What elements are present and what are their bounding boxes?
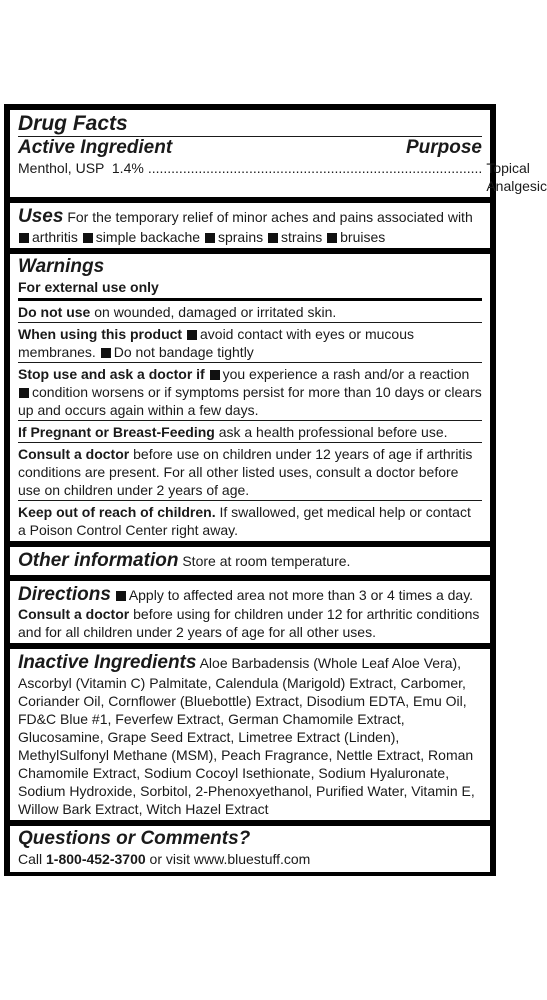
questions-heading: Questions or Comments? (18, 828, 251, 850)
bullet-square-icon (327, 233, 337, 243)
uses-item: sprains (217, 228, 264, 245)
contact-line: Call 1-800-452-3700 or visit www.bluestuff.com (18, 851, 311, 868)
purpose-value: Topical Analgesic (486, 159, 547, 194)
uses-item: simple backache (95, 228, 201, 245)
directions-text-children: before using for children under 12 for arthritic conditions and for all children under 2 years of age for all other uses. (18, 606, 480, 641)
warnings-panel (10, 254, 490, 541)
uses-text: For the temporary relief of minor aches and pains associated with (67, 208, 473, 225)
external-use-note: For external use only (18, 278, 159, 295)
drug-facts-title: Drug Facts (18, 112, 128, 135)
directions-heading: Directions (18, 583, 111, 605)
uses-item: bruises (340, 228, 386, 245)
active-ingredient-value: Menthol, USP 1.4% (18, 159, 144, 176)
consult-doctor-warning: Consult a doctor before use on children under 12 years of age if arthritis conditions are present. For all other listed uses, consult a doctor before use on children under 2 years of age. (18, 442, 482, 500)
bullet-square-icon (19, 388, 29, 398)
directions-consult-doctor: Consult a doctor (18, 606, 130, 623)
inactive-ingredients-panel (10, 649, 490, 820)
purpose-heading: Purpose (405, 137, 482, 159)
directions-text: Apply to affected area not more than 3 or 4 times a day. (128, 586, 474, 603)
uses-heading: Uses (18, 205, 64, 227)
active-ingredient-header (18, 137, 482, 159)
website-text: or visit www.bluestuff.com (149, 851, 311, 868)
do-not-use-warning: Do not use on wounded, damaged or irritated skin. (18, 303, 337, 320)
bullet-square-icon (210, 370, 220, 380)
other-information-heading: Other information (18, 549, 179, 571)
bullet-square-icon (83, 233, 93, 243)
questions-panel (10, 826, 490, 872)
warnings-heading: Warnings (18, 255, 105, 277)
directions-panel (10, 581, 490, 644)
uses-panel (10, 203, 490, 248)
inactive-ingredients-heading: Inactive Ingredients (18, 652, 197, 674)
drug-facts-label (4, 104, 547, 876)
pregnancy-warning: If Pregnant or Breast-Feeding ask a health professional before use. (18, 420, 482, 442)
keep-out-of-reach-warning: Keep out of reach of children. If swallowed, get medical help or contact a Poison Control Center right away. (18, 500, 482, 541)
bullet-square-icon (116, 591, 126, 601)
active-ingredient-row (18, 159, 547, 197)
stop-use-warning: Stop use and ask a doctor if you experience a rash and/or a reaction condition worsens or if symptoms persist for more than 10 days or clears up and occurs again within a few days. (18, 362, 482, 420)
bullet-square-icon (101, 348, 111, 358)
uses-item: strains (281, 228, 323, 245)
bullet-square-icon (19, 233, 29, 243)
inactive-ingredients-text: Aloe Barbadensis (Whole Leaf Aloe Vera), Ascorbyl (Vitamin C) Palmitate, Calendula (Marigold) Extract, Carbomer, Coriander Oil, Cornflower (Bluebottle) Extract, Disodium EDTA, Emu Oil, FD&C Blue #1, Feverfew Extract, German Chamomile Extract, Glucosamine, Grape Seed Extract, Limetree Extract (Linden), MethylSulfonyl Methane (MSM), Peach Fragrance, Nettle Extract, Roman Chamomile Extract, Sodium Cocoyl Isethionate, Sodium Hyaluronate, Sodium Hydroxide, Sorbitol, 2-Phenoxyethanol, Purified Water, Vitamin E, Willow Bark Extract, Witch Hazel Extract (18, 655, 475, 818)
active-ingredient-heading: Active Ingredient (18, 137, 173, 159)
other-information-panel (10, 547, 490, 575)
bullet-square-icon (205, 233, 215, 243)
when-using-warning: When using this product avoid contact with eyes or mucous membranes. Do not bandage tightly (18, 322, 482, 362)
phone-number: 1-800-452-3700 (46, 851, 146, 868)
bullet-square-icon (187, 330, 197, 340)
uses-item: arthritis (32, 228, 78, 245)
drug-facts-header-panel (10, 110, 547, 197)
dot-leader: ...................................................................................... (147, 159, 483, 176)
other-information-text: Store at room temperature. (182, 552, 351, 569)
bullet-square-icon (268, 233, 278, 243)
